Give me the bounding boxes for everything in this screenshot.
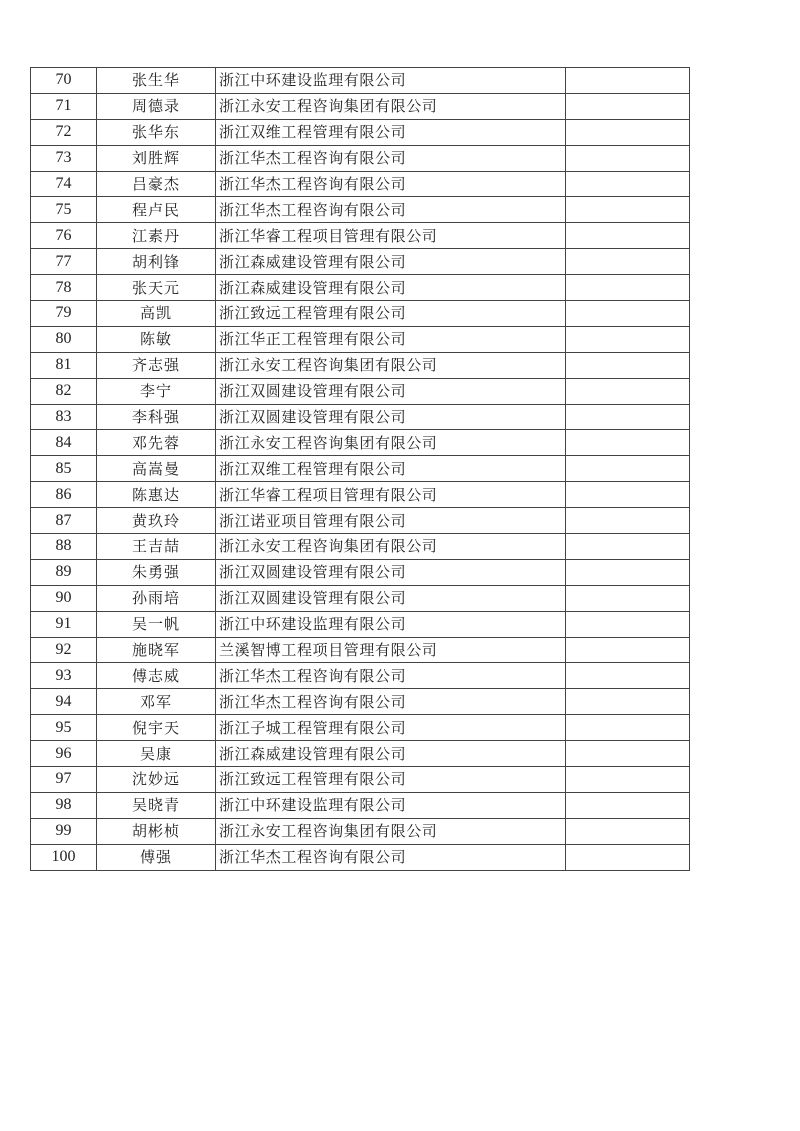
- person-name: 高嵩曼: [97, 456, 216, 482]
- remarks-cell: [566, 352, 690, 378]
- person-name: 胡利锋: [97, 249, 216, 275]
- remarks-cell: [566, 301, 690, 327]
- remarks-cell: [566, 767, 690, 793]
- person-name: 邓军: [97, 689, 216, 715]
- remarks-cell: [566, 223, 690, 249]
- row-number: 81: [31, 352, 97, 378]
- row-number: 77: [31, 249, 97, 275]
- row-number: 92: [31, 637, 97, 663]
- row-number: 84: [31, 430, 97, 456]
- remarks-cell: [566, 119, 690, 145]
- company-name: 浙江中环建设监理有限公司: [216, 68, 566, 94]
- remarks-cell: [566, 378, 690, 404]
- person-name: 胡彬桢: [97, 818, 216, 844]
- row-number: 74: [31, 171, 97, 197]
- row-number: 87: [31, 508, 97, 534]
- person-name: 张华东: [97, 119, 216, 145]
- company-name: 浙江双维工程管理有限公司: [216, 456, 566, 482]
- company-name: 浙江永安工程咨询集团有限公司: [216, 352, 566, 378]
- company-name: 浙江永安工程咨询集团有限公司: [216, 430, 566, 456]
- remarks-cell: [566, 249, 690, 275]
- row-number: 96: [31, 741, 97, 767]
- table-row: [31, 792, 690, 818]
- remarks-cell: [566, 326, 690, 352]
- person-name: 张生华: [97, 68, 216, 94]
- company-name: 浙江双圆建设管理有限公司: [216, 378, 566, 404]
- person-name: 吴一帆: [97, 611, 216, 637]
- company-name: 浙江华杰工程咨询有限公司: [216, 171, 566, 197]
- table-row: [31, 844, 690, 870]
- row-number: 85: [31, 456, 97, 482]
- row-number: 71: [31, 93, 97, 119]
- row-number: 82: [31, 378, 97, 404]
- row-number: 89: [31, 559, 97, 585]
- table-row: [31, 249, 690, 275]
- table-row: [31, 767, 690, 793]
- personnel-table: [30, 67, 690, 871]
- remarks-cell: [566, 197, 690, 223]
- company-name: 浙江森威建设管理有限公司: [216, 275, 566, 301]
- company-name: 浙江双圆建设管理有限公司: [216, 404, 566, 430]
- person-name: 邓先蓉: [97, 430, 216, 456]
- table-row: [31, 663, 690, 689]
- person-name: 倪宇天: [97, 715, 216, 741]
- table-row: [31, 534, 690, 560]
- remarks-cell: [566, 534, 690, 560]
- table-row: [31, 301, 690, 327]
- company-name: 浙江诺亚项目管理有限公司: [216, 508, 566, 534]
- person-name: 王吉喆: [97, 534, 216, 560]
- table-row: [31, 482, 690, 508]
- remarks-cell: [566, 792, 690, 818]
- company-name: 浙江华睿工程项目管理有限公司: [216, 482, 566, 508]
- company-name: 浙江永安工程咨询集团有限公司: [216, 93, 566, 119]
- table-row: [31, 119, 690, 145]
- remarks-cell: [566, 145, 690, 171]
- table-row: [31, 275, 690, 301]
- table-row: [31, 352, 690, 378]
- company-name: 浙江双圆建设管理有限公司: [216, 585, 566, 611]
- person-name: 齐志强: [97, 352, 216, 378]
- row-number: 73: [31, 145, 97, 171]
- row-number: 95: [31, 715, 97, 741]
- row-number: 99: [31, 818, 97, 844]
- person-name: 张天元: [97, 275, 216, 301]
- table-row: [31, 171, 690, 197]
- person-name: 周德录: [97, 93, 216, 119]
- remarks-cell: [566, 637, 690, 663]
- company-name: 浙江华睿工程项目管理有限公司: [216, 223, 566, 249]
- person-name: 李科强: [97, 404, 216, 430]
- person-name: 吕豪杰: [97, 171, 216, 197]
- table-row: [31, 818, 690, 844]
- remarks-cell: [566, 430, 690, 456]
- row-number: 97: [31, 767, 97, 793]
- company-name: 浙江致远工程管理有限公司: [216, 301, 566, 327]
- remarks-cell: [566, 715, 690, 741]
- table-row: [31, 456, 690, 482]
- person-name: 吴康: [97, 741, 216, 767]
- table-row: [31, 197, 690, 223]
- company-name: 浙江致远工程管理有限公司: [216, 767, 566, 793]
- company-name: 浙江中环建设监理有限公司: [216, 611, 566, 637]
- table-row: [31, 741, 690, 767]
- row-number: 91: [31, 611, 97, 637]
- table-row: [31, 378, 690, 404]
- table-row: [31, 68, 690, 94]
- company-name: 浙江永安工程咨询集团有限公司: [216, 818, 566, 844]
- row-number: 70: [31, 68, 97, 94]
- remarks-cell: [566, 689, 690, 715]
- company-name: 浙江双维工程管理有限公司: [216, 119, 566, 145]
- table-row: [31, 93, 690, 119]
- table-row: [31, 559, 690, 585]
- table-row: [31, 326, 690, 352]
- person-name: 刘胜辉: [97, 145, 216, 171]
- remarks-cell: [566, 663, 690, 689]
- person-name: 陈惠达: [97, 482, 216, 508]
- table-row: [31, 715, 690, 741]
- person-name: 傅志威: [97, 663, 216, 689]
- person-name: 傅强: [97, 844, 216, 870]
- table-row: [31, 585, 690, 611]
- person-name: 吴晓青: [97, 792, 216, 818]
- remarks-cell: [566, 585, 690, 611]
- row-number: 78: [31, 275, 97, 301]
- row-number: 93: [31, 663, 97, 689]
- person-name: 沈妙远: [97, 767, 216, 793]
- company-name: 浙江华杰工程咨询有限公司: [216, 663, 566, 689]
- row-number: 76: [31, 223, 97, 249]
- remarks-cell: [566, 275, 690, 301]
- row-number: 72: [31, 119, 97, 145]
- table-row: [31, 508, 690, 534]
- person-name: 施晓军: [97, 637, 216, 663]
- company-name: 浙江华杰工程咨询有限公司: [216, 689, 566, 715]
- row-number: 100: [31, 844, 97, 870]
- table-row: [31, 145, 690, 171]
- company-name: 兰溪智博工程项目管理有限公司: [216, 637, 566, 663]
- table-row: [31, 689, 690, 715]
- table-row: [31, 223, 690, 249]
- remarks-cell: [566, 508, 690, 534]
- row-number: 88: [31, 534, 97, 560]
- company-name: 浙江华杰工程咨询有限公司: [216, 844, 566, 870]
- row-number: 80: [31, 326, 97, 352]
- person-name: 江素丹: [97, 223, 216, 249]
- row-number: 79: [31, 301, 97, 327]
- table-row: [31, 404, 690, 430]
- row-number: 98: [31, 792, 97, 818]
- table-row: [31, 611, 690, 637]
- company-name: 浙江子城工程管理有限公司: [216, 715, 566, 741]
- row-number: 75: [31, 197, 97, 223]
- table-row: [31, 430, 690, 456]
- remarks-cell: [566, 93, 690, 119]
- remarks-cell: [566, 818, 690, 844]
- remarks-cell: [566, 741, 690, 767]
- company-name: 浙江中环建设监理有限公司: [216, 792, 566, 818]
- person-name: 高凯: [97, 301, 216, 327]
- row-number: 90: [31, 585, 97, 611]
- person-name: 程卢民: [97, 197, 216, 223]
- company-name: 浙江森威建设管理有限公司: [216, 741, 566, 767]
- person-name: 李宁: [97, 378, 216, 404]
- person-name: 陈敏: [97, 326, 216, 352]
- remarks-cell: [566, 456, 690, 482]
- row-number: 83: [31, 404, 97, 430]
- table-row: [31, 637, 690, 663]
- company-name: 浙江双圆建设管理有限公司: [216, 559, 566, 585]
- company-name: 浙江华杰工程咨询有限公司: [216, 197, 566, 223]
- company-name: 浙江森威建设管理有限公司: [216, 249, 566, 275]
- company-name: 浙江永安工程咨询集团有限公司: [216, 534, 566, 560]
- company-name: 浙江华正工程管理有限公司: [216, 326, 566, 352]
- remarks-cell: [566, 171, 690, 197]
- remarks-cell: [566, 404, 690, 430]
- remarks-cell: [566, 611, 690, 637]
- company-name: 浙江华杰工程咨询有限公司: [216, 145, 566, 171]
- person-name: 朱勇强: [97, 559, 216, 585]
- person-name: 黄玖玲: [97, 508, 216, 534]
- row-number: 94: [31, 689, 97, 715]
- remarks-cell: [566, 844, 690, 870]
- remarks-cell: [566, 482, 690, 508]
- row-number: 86: [31, 482, 97, 508]
- person-name: 孙雨培: [97, 585, 216, 611]
- remarks-cell: [566, 68, 690, 94]
- remarks-cell: [566, 559, 690, 585]
